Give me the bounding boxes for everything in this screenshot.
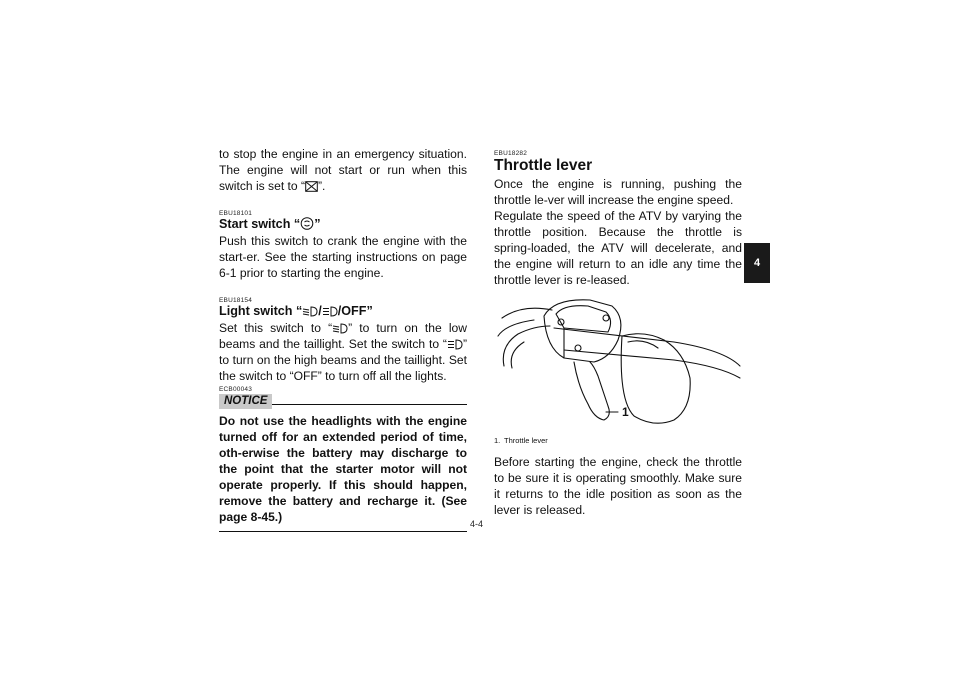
section-code: EBU18154 [219,297,253,304]
callout-label: 1 [622,405,629,419]
start-switch-body: Push this switch to crank the engine with the start-er. See the starting instructions on page 6-1 prior to starting the engine. [219,234,467,280]
throttle-lever-illustration [494,296,742,436]
chapter-tab-label: 4 [753,257,761,269]
high-beam-icon [322,306,338,317]
section-title-light-switch: Light switch “ / /OFF” [219,304,373,318]
high-beam-icon [447,339,463,350]
section-title-throttle-lever: Throttle lever [494,157,593,174]
right-column [494,146,742,518]
light-switch-body: Set this switch to “ ” to turn on the low beams and the taillight. Set the switch to “ ” to turn on the high beams and the taillight. Set the switch to “OFF” to turn off all the lights. [219,321,467,383]
low-beam-icon [302,306,318,317]
page-number: 4-4 [470,519,484,529]
section-code: EBU18282 [494,150,528,157]
chapter-tab [744,243,770,283]
engine-stop-icon [305,181,318,192]
notice-rule-top [272,404,467,405]
start-switch-icon [300,217,314,230]
notice-text: Do not use the headlights with the engine turned off for an extended period of time, oth-erwise the battery may discharge to the point that the starter motor will not operate properly. If this should happen, remove the battery and recharge it. (See page 8-45.) [219,414,467,524]
left-column [219,146,467,532]
notice-code: ECB00043 [219,386,253,393]
throttle-paragraph-2: Regulate the speed of the ATV by varying the throttle position. Because the throttle is spring-loaded, the ATV will decelerate, and the engine will return to an idle any time the throttle lever is re-leased. [494,209,742,287]
notice-badge: NOTICE [219,394,272,409]
section-title-start-switch: Start switch “ ” [219,217,321,231]
figure-caption: 1. Throttle lever [494,436,548,445]
section-code: EBU18101 [219,210,253,217]
notice-rule-bottom [219,531,467,532]
intro-paragraph: to stop the engine in an emergency situation. The engine will not start or run when this switch is set to “ ”. [219,147,467,193]
throttle-paragraph-1: Once the engine is running, pushing the throttle le-ver will increase the engine speed. [494,177,742,207]
throttle-paragraph-3: Before starting the engine, check the throttle to be sure it is operating smoothly. Make sure it returns to the idle position as soon as the lever is released. [494,455,742,517]
low-beam-icon [332,323,348,334]
notice-header [219,394,467,409]
